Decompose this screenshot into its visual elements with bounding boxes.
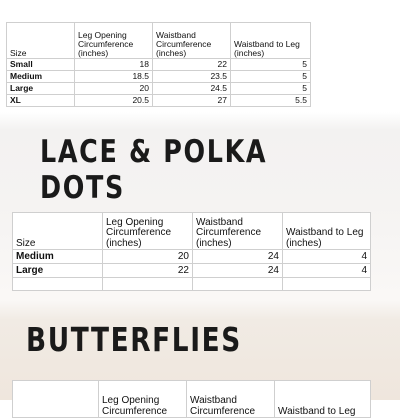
leg-opening-cell: 20.5: [75, 95, 153, 107]
waistband-cell: 22: [153, 59, 231, 71]
table-header-row: [13, 213, 371, 250]
waistband-to-leg-cell: 5: [231, 71, 311, 83]
table-header-row: [7, 23, 311, 59]
leg-opening-cell: 18.5: [75, 71, 153, 83]
leg-opening-cell: 22: [103, 264, 193, 278]
table-row: [7, 95, 311, 107]
section-title-butterflies: BUTTERFLIES: [26, 320, 242, 359]
header-waistband-to-leg: Waistband to Leg (inches): [231, 23, 311, 59]
empty-cell: [13, 278, 103, 291]
waistband-cell: 23.5: [153, 71, 231, 83]
size-cell: Large: [7, 83, 75, 95]
empty-cell: [103, 278, 193, 291]
table-row: [7, 59, 311, 71]
header-waistband: Waistband Circumference (inches): [193, 213, 283, 250]
empty-cell: [193, 278, 283, 291]
waistband-to-leg-cell: 4: [283, 250, 371, 264]
section-title-lace-polka-dots: LACE & POLKA DOTS: [40, 134, 268, 206]
header-waistband-to-leg: Waistband to Leg: [275, 381, 371, 418]
waistband-to-leg-cell: 5: [231, 59, 311, 71]
size-chart-table-2: [12, 212, 371, 291]
table-row: [7, 71, 311, 83]
waistband-cell: 24.5: [153, 83, 231, 95]
empty-cell: [283, 278, 371, 291]
waistband-to-leg-cell: 5: [231, 83, 311, 95]
leg-opening-cell: 20: [103, 250, 193, 264]
header-leg-opening: Leg Opening Circumference: [99, 381, 187, 418]
waistband-to-leg-cell: 5.5: [231, 95, 311, 107]
size-cell: Large: [13, 264, 103, 278]
size-cell: Medium: [13, 250, 103, 264]
waistband-cell: 24: [193, 250, 283, 264]
header-leg-opening: Leg Opening Circumference (inches): [103, 213, 193, 250]
leg-opening-cell: 20: [75, 83, 153, 95]
header-size: Size: [7, 23, 75, 59]
size-cell: Small: [7, 59, 75, 71]
table-header-row: [13, 381, 371, 418]
header-waistband: Waistband Circumference (inches): [153, 23, 231, 59]
waistband-to-leg-cell: 4: [283, 264, 371, 278]
table-row: [7, 83, 311, 95]
size-chart-table-3: [12, 380, 371, 418]
header-waistband: Waistband Circumference: [187, 381, 275, 418]
table-row: [13, 264, 371, 278]
header-leg-opening: Leg Opening Circumference (inches): [75, 23, 153, 59]
size-cell: XL: [7, 95, 75, 107]
waistband-cell: 24: [193, 264, 283, 278]
header-waistband-to-leg: Waistband to Leg (inches): [283, 213, 371, 250]
waistband-cell: 27: [153, 95, 231, 107]
table-row: [13, 250, 371, 264]
size-chart-table-1: [6, 22, 311, 107]
size-cell: Medium: [7, 71, 75, 83]
header-size: [13, 381, 99, 418]
leg-opening-cell: 18: [75, 59, 153, 71]
header-size: Size: [13, 213, 103, 250]
table-row-empty: [13, 278, 371, 291]
